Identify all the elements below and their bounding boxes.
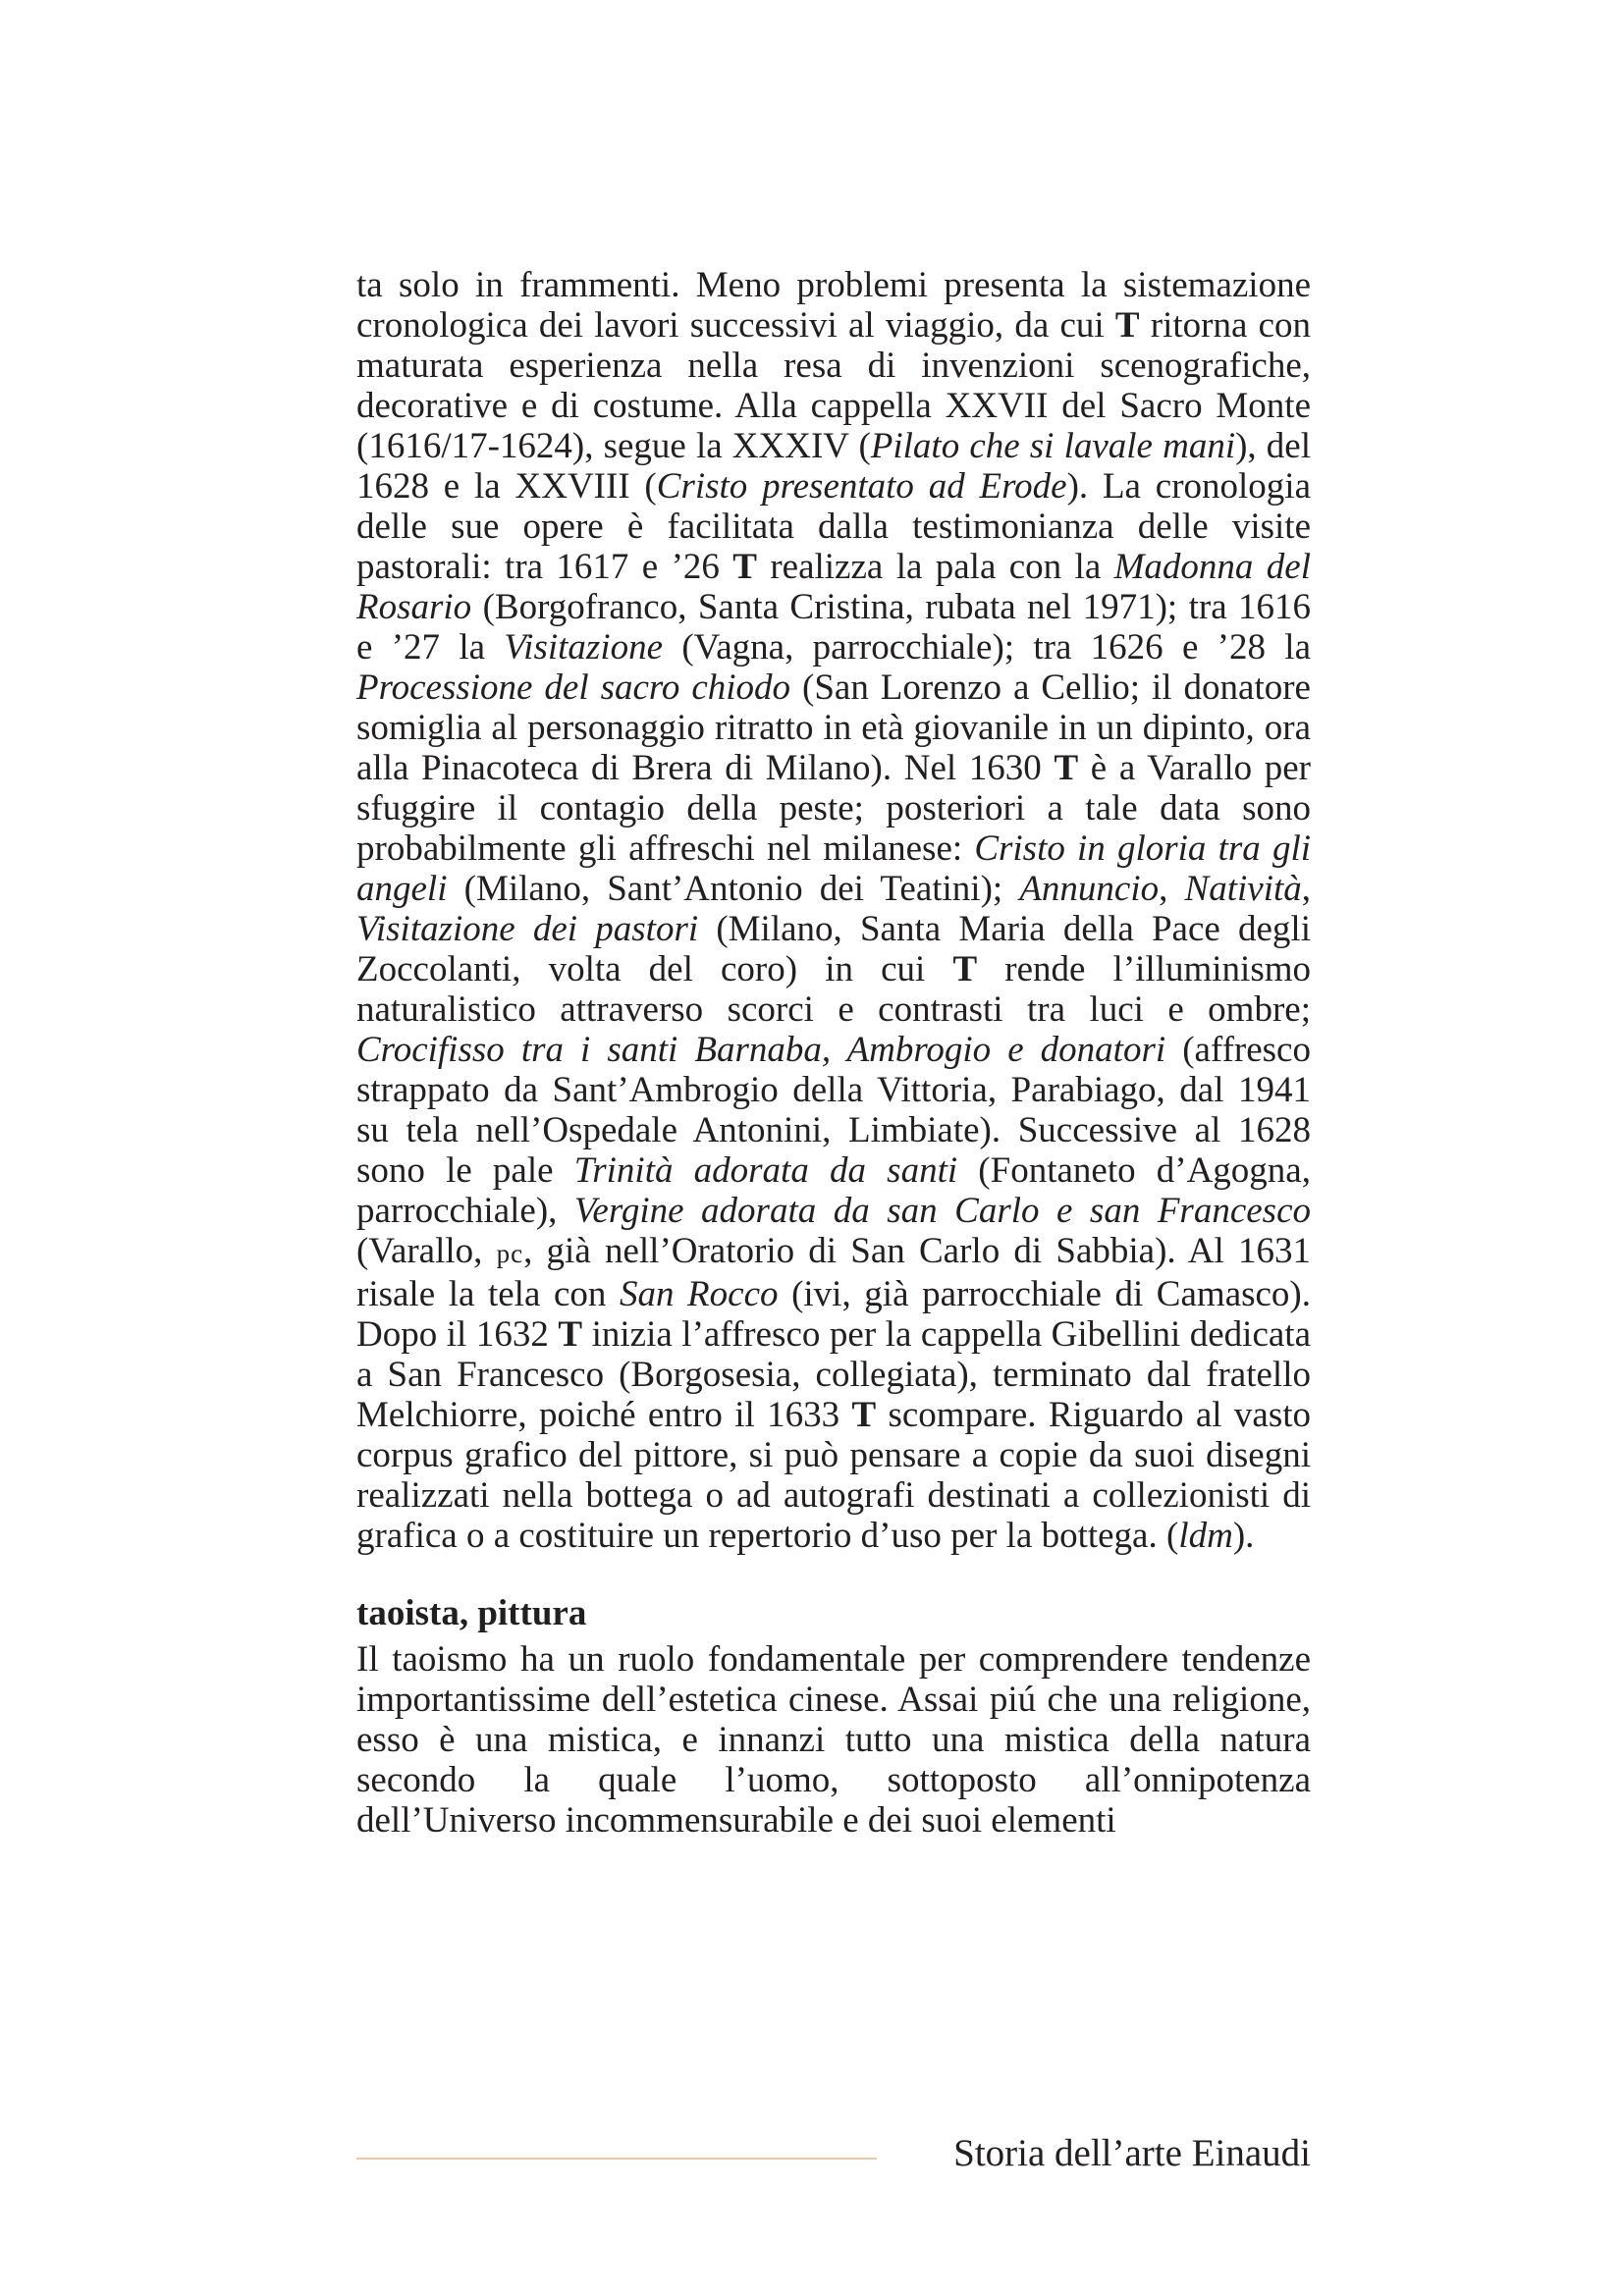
text-run: ritorna con maturata esperienza nella resa di invenzioni scenografiche, decorative e di costume. Alla cappella XXVII del Sacro Monte (1616/17-1624), segue la XXXIV ( [356, 305, 1311, 466]
text-run: , già nell’Oratorio di San Carlo di Sabbia). Al 1631 risale la tela con [356, 1231, 1312, 1314]
italic-title: Natività [1184, 869, 1302, 909]
text-run: rende l’illuminismo naturalistico attraverso scorci e contrasti tra luci e ombre; [356, 949, 1311, 1030]
text-run: (San Lorenzo a Cellio; il donatore somiglia al personaggio ritratto in età giovanile in un dipinto, ora alla Pinacoteca di Brera di Milano). Nel 1630 [356, 667, 1311, 788]
text-run: scompare. Riguardo al vasto corpus grafico del pittore, si può pensare a copie da suoi disegni realizzati nella bottega o ad autografi destinati a collezionisti di grafica o a costituire un repertorio d’uso per la bottega. ( [356, 1395, 1311, 1556]
entry-taoista-paragraph: Il taoismo ha un ruolo fondamentale per comprendere tendenze importantissime dell’estetica cinese. Assai piú che una religione, esso è una mistica, e innanzi tutto una mistica della natura secondo la quale l’uomo, sottoposto all’onnipotenza dell’Universo incommensurabile e dei suoi elementi [356, 1639, 1311, 1841]
page-body [356, 265, 1311, 1841]
italic-title: Cristo in gloria tra gli angeli [356, 828, 1312, 909]
italic-title: Annuncio [1019, 869, 1160, 909]
text-run: , [1301, 869, 1312, 909]
text-run: ta solo in frammenti. Meno problemi presenta la sistemazione cronologica dei lavori successivi al viaggio, da cui [356, 265, 1311, 346]
artist-abbreviation: T [732, 547, 757, 587]
artist-abbreviation: T [1114, 305, 1140, 346]
text-run: ). La cronologia delle sue opere è facilitata dalla testimonianza delle visite pastorali: tra 1617 e ’26 [356, 466, 1311, 587]
text-run: ), del 1628 e la XXVIII ( [356, 426, 1311, 507]
text-run: realizza la pala con la [756, 547, 1114, 587]
small-caps-abbreviation: pc [496, 1239, 524, 1268]
artist-abbreviation: T [952, 949, 978, 989]
italic-title: Vergine adorata da san Carlo e san Francesco [573, 1191, 1311, 1231]
text-run: (Varallo, [356, 1231, 497, 1271]
artist-abbreviation: T [558, 1314, 583, 1355]
italic-title: Processione del sacro chiodo [356, 667, 791, 708]
entry-heading: taoista, pittura [356, 1593, 587, 1633]
text-run: (ivi, già parrocchiale di Camasco). Dopo il 1632 [356, 1274, 1312, 1355]
text-run: inizia l’affresco per la cappella Gibellini dedicata a San Francesco (Borgosesia, collegiata), terminato dal fratello Melchiorre, poiché entro il 1633 [356, 1314, 1312, 1435]
italic-title: Visitazione dei pastori [356, 909, 699, 949]
artist-abbreviation: T [1054, 748, 1079, 788]
text-run: ). [1232, 1516, 1255, 1556]
italic-title: Madonna del Rosario [356, 547, 1311, 627]
italic-title: Cristo presentato ad Erode [656, 466, 1067, 507]
artist-abbreviation: T [851, 1395, 877, 1435]
italic-title: Trinità adorata da santi [573, 1150, 958, 1191]
text-run: è a Varallo per sfuggire il contagio della peste; posteriori a tale data sono probabilmente gli affreschi nel milanese: [356, 748, 1311, 869]
footer-rule [356, 2158, 877, 2160]
text-run: (Milano, Sant’Antonio dei Teatini); [447, 869, 1020, 909]
text-run: (Milano, Santa Maria della Pace degli Zoccolanti, volta del coro) in cui [356, 909, 1311, 989]
text-run: (Vagna, parrocchiale); tra 1626 e ’28 la [663, 627, 1311, 667]
footer-title: Storia dell’arte Einaudi [953, 2132, 1311, 2174]
italic-title: San Rocco [619, 1274, 779, 1314]
italic-title: Visitazione [504, 627, 664, 667]
entry-t-paragraph [356, 265, 1311, 1556]
italic-title: Pilato che si lavale mani [870, 426, 1236, 466]
text-run: (Borgofranco, Santa Cristina, rubata nel 1971); tra 1616 e ’27 la [356, 587, 1311, 667]
text-run: (affresco strappato da Sant’Ambrogio della Vittoria, Parabiago, dal 1941 su tela nell’Ospedale Antonini, Limbiate). Successive al 1628 sono le pale [356, 1030, 1311, 1191]
italic-title: ldm [1178, 1516, 1233, 1556]
italic-title: Crocifisso tra i santi Barnaba, Ambrogio e donatori [356, 1030, 1166, 1070]
text-run: , [1159, 869, 1185, 909]
text-run: (Fontaneto d’Agogna, parrocchiale), [356, 1150, 1311, 1231]
